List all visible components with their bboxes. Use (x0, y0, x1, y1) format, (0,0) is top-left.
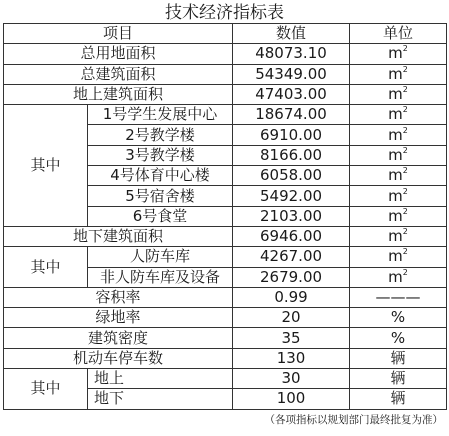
table-row (4, 287, 447, 307)
row-label: 地上建筑面积 (4, 84, 233, 104)
table-row (4, 105, 447, 125)
row-label: 地下建筑面积 (4, 226, 233, 246)
row-value: 4267.00 (233, 247, 350, 267)
row-value: 100 (233, 389, 350, 409)
row-unit: $m^2$ (350, 186, 447, 206)
row-unit: % (350, 308, 447, 328)
row-label: 1号学生发展中心 (88, 105, 233, 125)
table-row (4, 369, 447, 389)
table-row (4, 308, 447, 328)
row-value: 0.99 (233, 287, 350, 307)
row-label: 3号教学楼 (88, 145, 233, 165)
row-unit: $m^2$ (350, 267, 447, 287)
row-value: 130 (233, 348, 350, 368)
row-label: 非人防车库及设备 (88, 267, 233, 287)
row-label: 人防车库 (88, 247, 233, 267)
row-unit: ——— (350, 287, 447, 307)
header-row (4, 24, 447, 44)
row-label: 5号宿舍楼 (88, 186, 233, 206)
row-value: 2679.00 (233, 267, 350, 287)
indicator-table (3, 23, 447, 410)
table-row (4, 348, 447, 368)
row-unit: $m^2$ (350, 206, 447, 226)
row-unit: $m^2$ (350, 84, 447, 104)
row-value: 8166.00 (233, 145, 350, 165)
row-unit: 辆 (350, 348, 447, 368)
row-value: 6058.00 (233, 166, 350, 186)
table-row (4, 226, 447, 246)
table-row (4, 247, 447, 267)
row-unit: % (350, 328, 447, 348)
row-unit: $m^2$ (350, 125, 447, 145)
group-label: 其中 (4, 369, 88, 410)
row-label: 绿地率 (4, 308, 233, 328)
row-value: 54349.00 (233, 64, 350, 84)
header-unit: 单位 (350, 24, 447, 44)
row-unit: $m^2$ (350, 247, 447, 267)
row-label: 总建筑面积 (4, 64, 233, 84)
row-value: 30 (233, 369, 350, 389)
row-value: 47403.00 (233, 84, 350, 104)
row-label: 机动车停车数 (4, 348, 233, 368)
row-unit: $m^2$ (350, 166, 447, 186)
row-value: 2103.00 (233, 206, 350, 226)
table-row (4, 84, 447, 104)
table-row (4, 328, 447, 348)
row-unit: $m^2$ (350, 226, 447, 246)
group-label: 其中 (4, 247, 88, 288)
row-unit: $m^2$ (350, 44, 447, 64)
row-value: 20 (233, 308, 350, 328)
row-value: 6946.00 (233, 226, 350, 246)
row-label: 地下 (88, 389, 233, 409)
header-item: 项目 (4, 24, 233, 44)
row-label: 6号食堂 (88, 206, 233, 226)
row-value: 18674.00 (233, 105, 350, 125)
group-label: 其中 (4, 105, 88, 227)
row-value: 35 (233, 328, 350, 348)
row-unit: 辆 (350, 389, 447, 409)
row-value: 6910.00 (233, 125, 350, 145)
row-value: 48073.10 (233, 44, 350, 64)
row-unit: 辆 (350, 369, 447, 389)
row-label: 4号体育中心楼 (88, 166, 233, 186)
table-row (4, 64, 447, 84)
row-unit: $m^2$ (350, 145, 447, 165)
footnote: （各项指标以规划部门最终批复为准） (264, 414, 443, 426)
row-label: 建筑密度 (4, 328, 233, 348)
row-label: 容积率 (4, 287, 233, 307)
table-row (4, 44, 447, 64)
row-label: 地上 (88, 369, 233, 389)
row-value: 5492.00 (233, 186, 350, 206)
table-title: 技术经济指标表 (165, 3, 284, 23)
row-label: 2号教学楼 (88, 125, 233, 145)
header-value: 数值 (233, 24, 350, 44)
row-label: 总用地面积 (4, 44, 233, 64)
row-unit: $m^2$ (350, 64, 447, 84)
row-unit: $m^2$ (350, 105, 447, 125)
